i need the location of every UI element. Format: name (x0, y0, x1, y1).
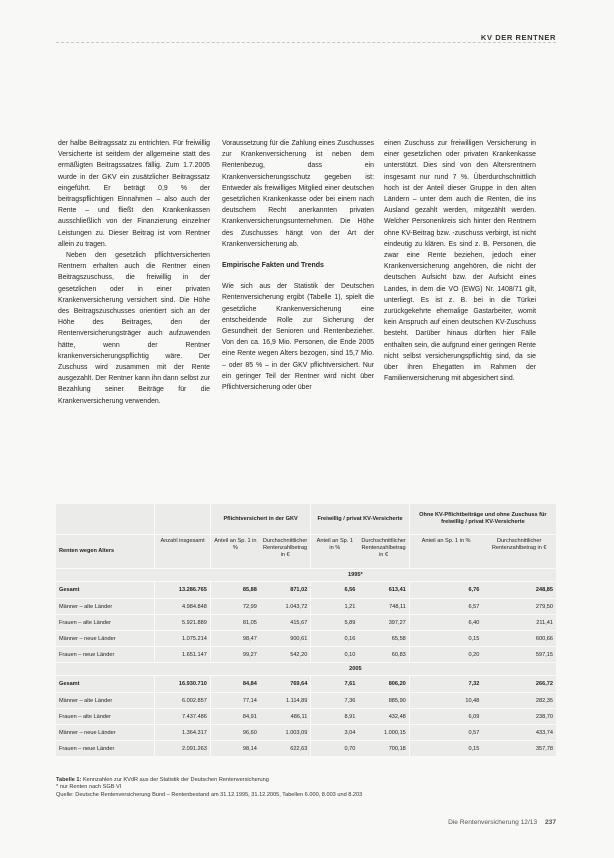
table-cell: 266,72 (482, 676, 556, 693)
table-row (56, 582, 556, 599)
table-cell: 1.075.214 (155, 631, 211, 647)
text-column-2 (222, 138, 374, 393)
section-title: KV DER RENTNER (480, 33, 556, 42)
table-cell: 885,90 (358, 693, 409, 709)
table-cell: 0,16 (311, 631, 359, 647)
caption-footnote: * nur Renten nach SGB VI (56, 784, 122, 791)
page-footer (448, 819, 556, 826)
table-cell: 5.921.889 (155, 615, 211, 631)
table-cell: 6.002.857 (155, 693, 211, 709)
table-cell: 613,41 (358, 582, 409, 599)
table-row (56, 709, 556, 725)
row-label: Männer – alte Länder (56, 693, 155, 709)
table-cell: 4.984.848 (155, 599, 211, 615)
table-cell: 600,66 (482, 631, 556, 647)
table-cell: 65,58 (358, 631, 409, 647)
table-row (56, 676, 556, 693)
table-cell: 433,74 (482, 725, 556, 741)
data-table (56, 504, 556, 757)
table-cell: 748,11 (358, 599, 409, 615)
table-cell: 84,91 (210, 709, 259, 725)
column-header: Anteil an Sp. 1 in % (311, 535, 359, 569)
table-cell: 96,60 (210, 725, 259, 741)
table-cell: 2.091.263 (155, 741, 211, 757)
page-number: 237 (544, 819, 556, 826)
table-cell: 1,21 (311, 599, 359, 615)
text-column-1 (58, 138, 210, 407)
table-cell: 542,20 (260, 647, 311, 663)
table-row (56, 631, 556, 647)
table-cell: 0,57 (409, 725, 482, 741)
table-cell: 98,14 (210, 741, 259, 757)
row-label: Frauen – neue Länder (56, 741, 155, 757)
table-caption (56, 777, 556, 799)
row-label: Frauen – alte Länder (56, 709, 155, 725)
caption-label: Tabelle 1: (56, 777, 82, 783)
paragraph: der halbe Beitragssatz zu entrichten. Für freiwillig Versicherte ist seitdem der allgemeine statt des ermäßigten Beitragssatzes fällig. Zum 1.7.2005 wurde in der GKV ein zusätzlicher Beitragssatz eingeführt. Er beträgt 0,9 % der beitragspflichtigen Einnahmen – also auch der Rente – und fließt den Krankenkassen ausschließlich von der Finanzierung einzelner Leistungen zu. Dieser Beitrag ist vom Rentner allein zu tragen. (58, 140, 210, 248)
journal-name: Die Rentenversicherung 12/13 (448, 819, 538, 826)
row-label: Frauen – alte Länder (56, 615, 155, 631)
table-cell: 0,10 (311, 647, 359, 663)
table-cell: 282,35 (482, 693, 556, 709)
year-row (56, 569, 556, 582)
table-cell: 1.364.317 (155, 725, 211, 741)
table-cell: 597,15 (482, 647, 556, 663)
paragraph: Voraussetzung für die Zahlung eines Zuschusses zur Krankenversicherung ist neben dem Rentenbezug, dass ein Krankenversicherungsschutz gegeben ist: Entweder als freiwilliges Mitglied einer deutschen gesetzlichen Krankenkasse oder bei einem nach deutschem Recht anerkannten privaten Krankenversicherungsunternehmen. Die Höhe des Zuschusses hängt von der Art der Krankenversicherung ab. (222, 140, 374, 248)
paragraph: Neben den gesetzlich pflichtversicherten Rentnern erhalten auch die Rentner einen Beitragszuschuss, die freiwillig in der gesetzlichen oder in einer privaten Krankenversicherung versichert sind. Die Höhe des Beitragszuschusses orientiert sich an der Höhe des Beitrages, den der Rentenversicherungsträger auch aufzuwenden hätte, wenn der Rentner krankenversicherungspflichtig wäre. Der Zuschuss wird zusammen mit der Rente ausgezahlt. Der Rentner kann ihn dann selbst zur Bezahlung seiner Beiträge für die Krankenversicherung verwenden. (58, 252, 210, 405)
table-cell: 98,47 (210, 631, 259, 647)
table-row (56, 741, 556, 757)
table-row (56, 725, 556, 741)
row-header: Renten wegen Alters (56, 535, 155, 569)
table-cell: 700,18 (358, 741, 409, 757)
table-row (56, 693, 556, 709)
table-cell: 238,70 (482, 709, 556, 725)
table-cell: 486,11 (260, 709, 311, 725)
table-cell: 357,78 (482, 741, 556, 757)
table-cell: 8,91 (311, 709, 359, 725)
table-cell: 6,40 (409, 615, 482, 631)
group-header: Pflichtversichert in der GKV (210, 504, 310, 535)
table-cell: 1.000,15 (358, 725, 409, 741)
text-column-3 (384, 138, 536, 384)
table-cell: 77,14 (210, 693, 259, 709)
paragraph: einen Zuschuss zur freiwilligen Versicherung in einer gesetzlichen oder privaten Krankenkasse unterstützt. Dies sind von den Altersrentnern insgesamt nur rund 7 %. Überdurchschnittlich hoch ist der Anteil dieser Gruppe in den alten Ländern – unter dem auch die Renten, die ins Ausland gezahlt werden, mitgezählt werden. Welcher Personenkreis sich hinter den Rentnern ohne KV-Beitrag bzw. -zuschuss verbirgt, ist nicht eindeutig zu klären. Es sind z. B. Personen, die zwar eine Rente beziehen, jedoch einer Krankenversicherung angehören, die nicht der deutschen Aufsicht bzw. der Aufsicht eines Landes, in dem die VO (EWG) Nr. 1408/71 gilt, unterliegt. Es ist z. B. bei in die Türkei zurückgekehrte ehemalige Gastarbeiter, womit kein Anspruch auf einen deutschen KV-Zuschuss besteht. Darüber hinaus dürften hier Fälle enthalten sein, die aufgrund einer geringen Rente nicht selbst versicherungspflichtig sind, da sie über ihren Ehegatten im Rahmen der Familienversicherung mit abgesichert sind. (384, 140, 536, 383)
table-group-header-row (56, 504, 556, 535)
year-row (56, 663, 556, 676)
table-cell: 72,99 (210, 599, 259, 615)
caption-source: Quelle: Deutsche Rentenversicherung Bund – Rentenbestand am 31.12.1995, 31.12.2005, Tabellen 6.000, 8.003 und 8.203 (56, 791, 363, 798)
caption-title: Kennzahlen zur KVdR aus der Statistik der Deutschen Rentenversicherung (82, 777, 269, 783)
table-body (56, 569, 556, 757)
table-row (56, 647, 556, 663)
row-label: Männer – neue Länder (56, 725, 155, 741)
table-cell: 432,48 (358, 709, 409, 725)
table-cell: 5,89 (311, 615, 359, 631)
row-label: Gesamt (56, 676, 155, 693)
table-row (56, 599, 556, 615)
row-label: Männer – alte Länder (56, 599, 155, 615)
table-cell: 7,61 (311, 676, 359, 693)
header-rule (56, 42, 556, 43)
table-subheader-row (56, 535, 556, 569)
column-header: Anteil an Sp. 1 in % (210, 535, 259, 569)
table-cell: 6,09 (409, 709, 482, 725)
table-cell: 806,20 (358, 676, 409, 693)
paragraph: Wie sich aus der Statistik der Deutschen Rentenversicherung ergibt (Tabelle 1), spielt die gesetzliche Krankenversicherung eine entscheidende Rolle zur Sicherung der Gesundheit der Senioren und Rentenbezieher. Von den ca. 16,9 Mio. Personen, die Ende 2005 eine Rente wegen Alters bezogen, sind 15,7 Mio. – oder 85 % – in der GKV pflichtversichert. Nur ein geringer Teil der Rentner wird nicht über Pflichtversicherung oder über (222, 283, 374, 392)
table-cell: 7,32 (409, 676, 482, 693)
table-cell: 6,57 (409, 599, 482, 615)
table-cell: 769,64 (260, 676, 311, 693)
table-cell: 16.930.710 (155, 676, 211, 693)
table-cell: 6,76 (409, 582, 482, 599)
column-header: Durchschnittlicher Rentenzahlbetrag in € (260, 535, 311, 569)
table-cell: 1.651.147 (155, 647, 211, 663)
group-header: Freiwillig / privat KV-Versicherte (311, 504, 409, 535)
table-cell: 10,48 (409, 693, 482, 709)
table-cell: 900,61 (260, 631, 311, 647)
table-cell: 84,84 (210, 676, 259, 693)
table-cell: 3,04 (311, 725, 359, 741)
table-cell: 7,36 (311, 693, 359, 709)
table-cell: 248,85 (482, 582, 556, 599)
table-cell: 81,05 (210, 615, 259, 631)
row-label: Frauen – neue Länder (56, 647, 155, 663)
table-cell: 1.003,09 (260, 725, 311, 741)
table-cell: 0,70 (311, 741, 359, 757)
year-label: 2005 (155, 663, 556, 676)
table-cell: 397,27 (358, 615, 409, 631)
column-header: Anteil an Sp. 1 in % (409, 535, 482, 569)
table-row (56, 615, 556, 631)
table-cell: 7.437.486 (155, 709, 211, 725)
table-cell: 211,41 (482, 615, 556, 631)
data-table-container (56, 504, 556, 757)
table-cell: 0,15 (409, 741, 482, 757)
group-header: Ohne KV-Pflichtbeiträge und ohne Zuschuss für freiwillig / privat KV-Versicherte (409, 504, 556, 535)
table-cell: 13.286.765 (155, 582, 211, 599)
table-cell: 1.114,89 (260, 693, 311, 709)
table-cell: 85,88 (210, 582, 259, 599)
table-cell: 0,20 (409, 647, 482, 663)
table-cell: 99,27 (210, 647, 259, 663)
year-label: 1995* (155, 569, 556, 582)
table-cell: 6,56 (311, 582, 359, 599)
column-header: Durchschnittlicher Rentenzahlbetrag in € (358, 535, 409, 569)
section-heading: Empirische Fakten und Trends (222, 262, 324, 270)
column-header: Anzahl insgesamt (155, 535, 211, 569)
row-label: Männer – neue Länder (56, 631, 155, 647)
table-cell: 622,63 (260, 741, 311, 757)
row-label: Gesamt (56, 582, 155, 599)
table-cell: 0,15 (409, 631, 482, 647)
table-cell: 279,50 (482, 599, 556, 615)
table-cell: 871,02 (260, 582, 311, 599)
column-header: Durchschnittlicher Rentenzahlbetrag in € (482, 535, 556, 569)
table-cell: 60,83 (358, 647, 409, 663)
table-cell: 1.043,72 (260, 599, 311, 615)
table-cell: 415,67 (260, 615, 311, 631)
